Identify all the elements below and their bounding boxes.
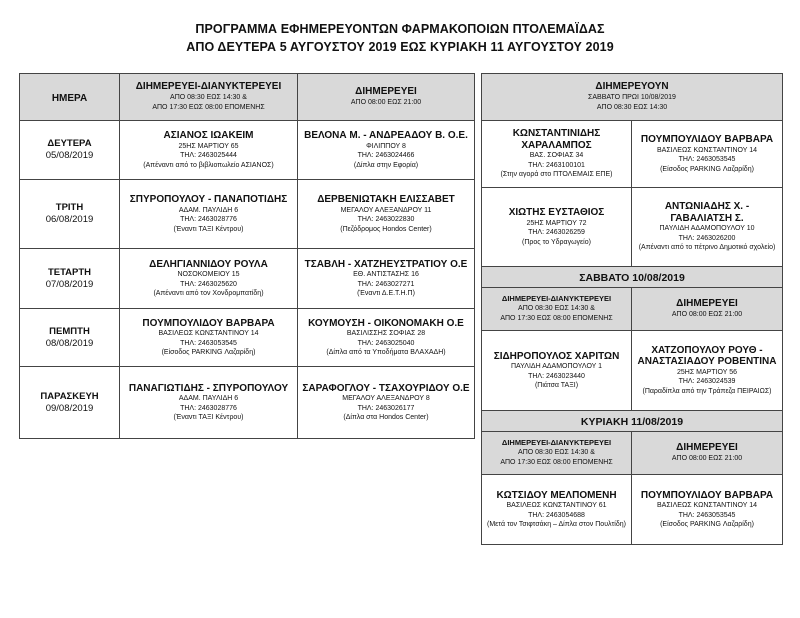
table-row [482,331,783,411]
document-subtitle: ΑΠΟ ΔΕΥΤΕΡΑ 5 ΑΥΓΟΥΣΤΟΥ 2019 ΕΩΣ ΚΥΡΙΑΚΗ 11 ΑΥΓΟΥΣΤΟΥ 2019 [186,40,614,54]
saturday-morning-header: ΔΙΗΜΕΡΕΥΟΥΝ ΣΑΒΒΑΤΟ ΠΡΩΙ 10/08/2019 ΑΠΟ 08:30 ΕΩΣ 14:30 [482,74,783,121]
pharmacy-cell: ΠΟΥΜΠΟΥΛΙΔΟΥ ΒΑΡΒΑΡΑ ΒΑΣΙΛΕΩΣ ΚΩΝΣΤΑΝΤΙΝΟΥ 14 ΤΗΛ: 2463053545 (Είσοδος PARKING Λαζαρίδη) [120,309,298,367]
pharmacy-cell: ΣΑΡΑΦΟΓΛΟΥ - ΤΣΑΧΟΥΡΙΔΟΥ Ο.Ε ΜΕΓΑΛΟΥ ΑΛΕΞΑΝΔΡΟΥ 8 ΤΗΛ: 2463026177 (Δίπλα στα Hondos Center) [298,367,475,439]
pharmacy-cell: ΧΙΩΤΗΣ ΕΥΣΤΑΘΙΟΣ 25ΗΣ ΜΑΡΤΙΟΥ 72 ΤΗΛ: 2463026259 (Προς το Υδραγωγείο) [482,188,632,267]
pharmacy-cell: ΠΑΝΑΓΙΩΤΙΔΗΣ - ΣΠΥΡΟΠΟΥΛΟΥ ΑΔΑΜ. ΠΑΥΛΙΔΗ 6 ΤΗΛ: 2463028776 (Έναντι ΤΑΞΙ Κέντρου) [120,367,298,439]
pharmacy-cell: ΣΙΔΗΡΟΠΟΥΛΟΣ ΧΑΡΙΤΩΝ ΠΑΥΛΙΔΗ ΑΔΑΜΟΠΟΥΛΟΥ 1 ΤΗΛ: 2463023440 (Πιάτσα ΤΑΞΙ) [482,331,632,411]
table-row [20,309,475,367]
table-row [482,475,783,545]
document-title: ΠΡΟΓΡΑΜΜΑ ΕΦΗΜΕΡΕΥΟΝΤΩΝ ΦΑΡΜΑΚΟΠΟΙΩΝ ΠΤΟΛΕΜΑΪΔΑΣ [195,22,605,36]
sunday-heading: ΚΥΡΙΑΚΗ 11/08/2019 [482,411,783,432]
pharmacy-cell: ΚΩΝΣΤΑΝΤΙΝΙΔΗΣ ΧΑΡΑΛΑΜΠΟΣ ΒΑΣ. ΣΟΦΙΑΣ 34 ΤΗΛ: 2463100101 (Στην αγορά στο ΠΤΟΛΕΜΑΙΣ ΕΠΕ) [482,121,632,188]
saturday-day-duty-header: ΔΙΗΜΕΡΕΥΕΙ ΑΠΟ 08:00 ΕΩΣ 21:00 [632,288,783,331]
pharmacy-cell: ΧΑΤΖΟΠΟΥΛΟΥ ΡΟΥΘ - ΑΝΑΣΤΑΣΙΑΔΟΥ ΡΟΒΕΝΤΙΝΑ 25ΗΣ ΜΑΡΤΙΟΥ 56 ΤΗΛ: 2463024539 (Παραδίπλα από την Τράπεζα ΠΕΙΡΑΙΩΣ) [632,331,783,411]
sunday-day-duty-header: ΔΙΗΜΕΡΕΥΕΙ ΑΠΟ 08:00 ΕΩΣ 21:00 [632,432,783,475]
pharmacy-cell: ΚΩΤΣΙΔΟΥ ΜΕΛΠΟΜΕΝΗ ΒΑΣΙΛΕΩΣ ΚΩΝΣΤΑΝΤΙΝΟΥ 61 ΤΗΛ: 2463054688 (Μετά τον Τσιφτσάκη – Δίπλα στον Πουλτίδη) [482,475,632,545]
saturday-overnight-header: ΔΙΗΜΕΡΕΥΕΙ-ΔΙΑΝΥΚΤΕΡΕΥΕΙ ΑΠΟ 08:30 ΕΩΣ 14:30 & ΑΠΟ 17:30 ΕΩΣ 08:00 ΕΠΟΜΕΝΗΣ [482,288,632,331]
day-column-header: ΗΜΕΡΑ [20,74,120,121]
table-row [20,367,475,439]
table-row [20,249,475,309]
saturday-morning-header-row [482,74,783,121]
saturday-heading: ΣΑΒΒΑΤΟ 10/08/2019 [482,267,783,288]
pharmacy-cell: ΑΣΙΑΝΟΣ ΙΩΑΚΕΙΜ 25ΗΣ ΜΑΡΤΙΟΥ 65 ΤΗΛ: 2463025444 (Απέναντι από το βιβλιοπωλείο ΑΣΙΑΝΟΣ) [120,121,298,180]
day-cell: ΤΕΤΑΡΤΗ 07/08/2019 [20,249,120,309]
pharmacy-cell: ΠΟΥΜΠΟΥΛΙΔΟΥ ΒΑΡΒΑΡΑ ΒΑΣΙΛΕΩΣ ΚΩΝΣΤΑΝΤΙΝΟΥ 14 ΤΗΛ: 2463053545 (Είσοδος PARKING Λαζαρίδη) [632,475,783,545]
day-cell: ΠΑΡΑΣΚΕΥΗ 09/08/2019 [20,367,120,439]
weekday-schedule-table [19,73,475,439]
pharmacy-cell: ΑΝΤΩΝΙΑΔΗΣ Χ. - ΓΑΒΑΛΙΑΤΣΗ Σ. ΠΑΥΛΙΔΗ ΑΔΑΜΟΠΟΥΛΟΥ 10 ΤΗΛ: 2463026200 (Απέναντι από το πέτρινο Δημοτικό σχολείο) [632,188,783,267]
saturday-heading-row [482,267,783,288]
day-cell: ΔΕΥΤΕΡΑ 05/08/2019 [20,121,120,180]
pharmacy-cell: ΣΠΥΡΟΠΟΥΛΟΥ - ΠΑΝΑΠΟΤΙΔΗΣ ΑΔΑΜ. ΠΑΥΛΙΔΗ 6 ΤΗΛ: 2463028776 (Έναντι ΤΑΞΙ Κέντρου) [120,180,298,249]
saturday-columns-row [482,288,783,331]
table-row [20,180,475,249]
table-row [20,121,475,180]
pharmacy-cell: ΔΕΛΗΓΙΑΝΝΙΔΟΥ ΡΟΥΛΑ ΝΟΣΟΚΟΜΕΙΟΥ 15 ΤΗΛ: 2463025620 (Απέναντι από τον Χονδρομπατίδη) [120,249,298,309]
pharmacy-cell: ΤΣΑΒΛΗ - ΧΑΤΖΗΕΥΣΤΡΑΤΙΟΥ Ο.Ε ΕΘ. ΑΝΤΙΣΤΑΣΗΣ 16 ΤΗΛ: 2463027271 (Έναντι Δ.Ε.Τ.Η.Π) [298,249,475,309]
weekend-schedule-table [481,73,783,545]
table-row [482,188,783,267]
sunday-overnight-header: ΔΙΗΜΕΡΕΥΕΙ-ΔΙΑΝΥΚΤΕΡΕΥΕΙ ΑΠΟ 08:30 ΕΩΣ 14:30 & ΑΠΟ 17:30 ΕΩΣ 08:00 ΕΠΟΜΕΝΗΣ [482,432,632,475]
pharmacy-cell: ΚΟΥΜΟΥΣΗ - ΟΙΚΟΝΟΜΑΚΗ Ο.Ε ΒΑΣΙΛΙΣΣΗΣ ΣΟΦΙΑΣ 28 ΤΗΛ: 2463025040 (Δίπλα από τα Υποδήματα ΒΛΑΧΑΔΗ) [298,309,475,367]
day-duty-column-header: ΔΙΗΜΕΡΕΥΕΙ ΑΠΟ 08:00 ΕΩΣ 21:00 [298,74,475,121]
weekday-header-row [20,74,475,121]
sunday-columns-row [482,432,783,475]
pharmacy-cell: ΠΟΥΜΠΟΥΛΙΔΟΥ ΒΑΡΒΑΡΑ ΒΑΣΙΛΕΩΣ ΚΩΝΣΤΑΝΤΙΝΟΥ 14 ΤΗΛ: 2463053545 (Είσοδος PARKING Λαζαρίδη) [632,121,783,188]
pharmacy-cell: ΔΕΡΒΕΝΙΩΤΑΚΗ ΕΛΙΣΣΑΒΕΤ ΜΕΓΑΛΟΥ ΑΛΕΞΑΝΔΡΟΥ 11 ΤΗΛ: 2463022830 (Πεζόδρομος Hondos Center) [298,180,475,249]
day-cell: ΤΡΙΤΗ 06/08/2019 [20,180,120,249]
pharmacy-cell: ΒΕΛΟΝΑ Μ. - ΑΝΔΡΕΑΔΟΥ Β. Ο.Ε. ΦΙΛΙΠΠΟΥ 8 ΤΗΛ: 2463024466 (Δίπλα στην Εφορία) [298,121,475,180]
sunday-heading-row [482,411,783,432]
table-row [482,121,783,188]
day-cell: ΠΕΜΠΤΗ 08/08/2019 [20,309,120,367]
overnight-column-header: ΔΙΗΜΕΡΕΥΕΙ-ΔΙΑΝΥΚΤΕΡΕΥΕΙ ΑΠΟ 08:30 ΕΩΣ 14:30 & ΑΠΟ 17:30 ΕΩΣ 08:00 ΕΠΟΜΕΝΗΣ [120,74,298,121]
